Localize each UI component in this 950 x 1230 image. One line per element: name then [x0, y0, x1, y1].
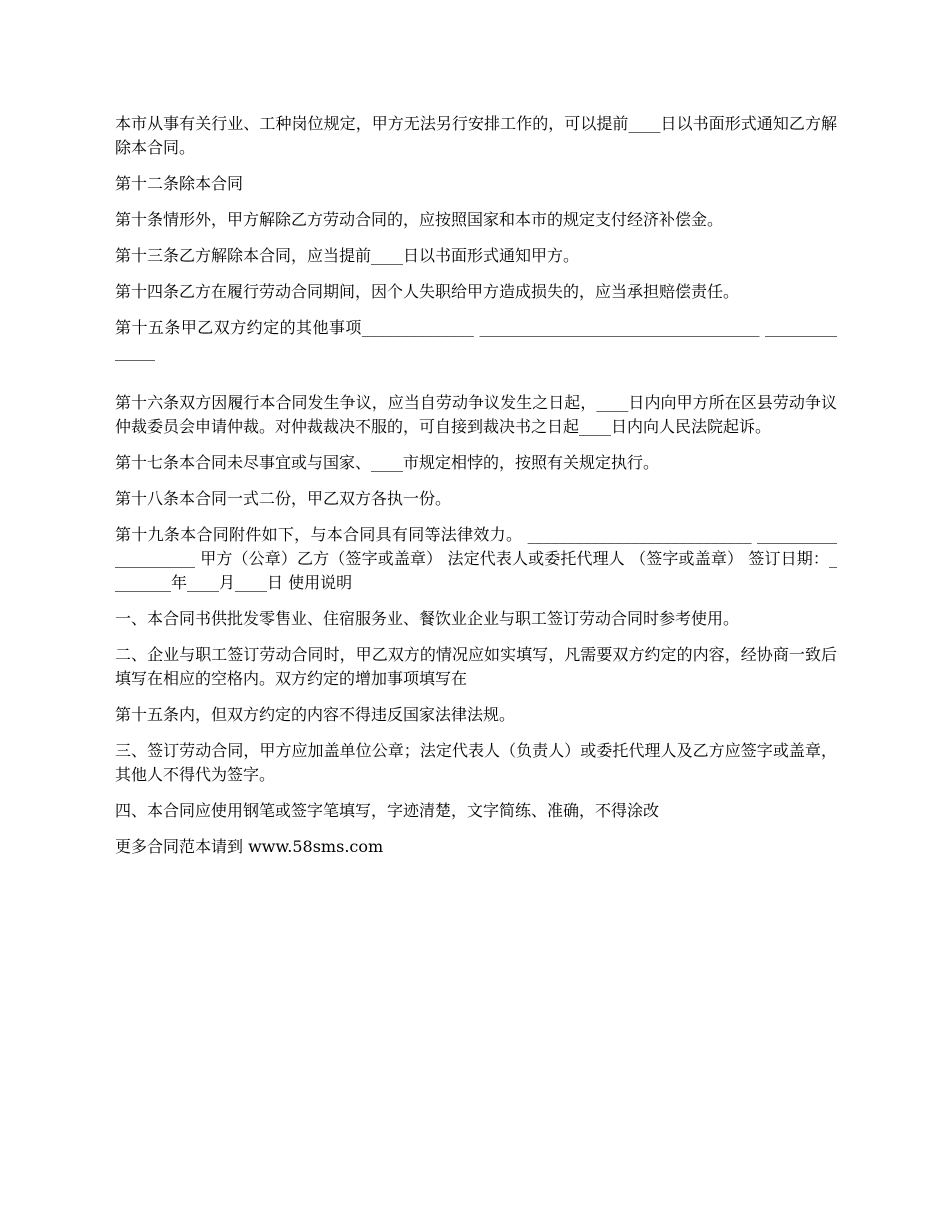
paragraph-instruction-1: 一、本合同书供批发零售业、住宿服务业、餐饮业企业与职工签订劳动合同时参考使用。: [115, 609, 740, 628]
paragraph-clause-11-continued: 本市从事有关行业、工种岗位规定，甲方无法另行安排工作的，可以提前____日以书面形式通知乙方解除本合同。: [115, 114, 837, 157]
paragraph-clause-15: 第十五条甲乙双方约定的其他事项______________ ___________________________________ ______________: [115, 318, 837, 361]
paragraph-instruction-2-continued: 第十五条内，但双方约定的内容不得违反国家法律法规。: [115, 705, 516, 724]
paragraph-more-templates: 更多合同范本请到 www.58sms.com: [115, 837, 384, 856]
paragraph-instruction-2: 二、企业与职工签订劳动合同时，甲乙双方的情况应如实填写，凡需要双方约定的内容，经协商一致后填写在相应的空格内。双方约定的增加事项填写在: [115, 645, 837, 688]
paragraph-clause-17: 第十七条本合同未尽事宜或与国家、____市规定相悖的，按照有关规定执行。: [115, 453, 660, 472]
paragraph-clause-12-body: 第十条情形外，甲方解除乙方劳动合同的，应按照国家和本市的规定支付经济补偿金。: [115, 210, 724, 229]
paragraph-clause-13: 第十三条乙方解除本合同，应当提前____日以书面形式通知甲方。: [115, 246, 580, 265]
paragraph-clause-16: 第十六条双方因履行本合同发生争议，应当自劳动争议发生之日起，____日内向甲方所在区县劳动争议仲裁委员会申请仲裁。对仲裁裁决不服的，可自接到裁决书之日起____日内向人民法院起诉。: [115, 393, 837, 436]
paragraph-clause-12-heading: 第十二条除本合同: [115, 174, 244, 193]
paragraph-instruction-4: 四、本合同应使用钢笔或签字笔填写，字迹清楚，文字简练、准确，不得涂改: [115, 801, 660, 820]
paragraph-clause-19-signature: 第十九条本合同附件如下，与本合同具有同等法律效力。 ____________________________ ____________________ 甲方（公章）乙方（签字或盖章） 法定代表人或委托代理人 （签字或盖章） 签订日期：________年____月____日 使用说明: [115, 525, 837, 592]
paragraph-instruction-3: 三、签订劳动合同，甲方应加盖单位公章；法定代表人（负责人）或委托代理人及乙方应签字或盖章，其他人不得代为签字。: [115, 741, 837, 784]
paragraph-clause-14: 第十四条乙方在履行劳动合同期间，因个人失职给甲方造成损失的，应当承担赔偿责任。: [115, 282, 740, 301]
paragraph-clause-18: 第十八条本合同一式二份，甲乙双方各执一份。: [115, 489, 452, 508]
document-body: [115, 112, 837, 871]
